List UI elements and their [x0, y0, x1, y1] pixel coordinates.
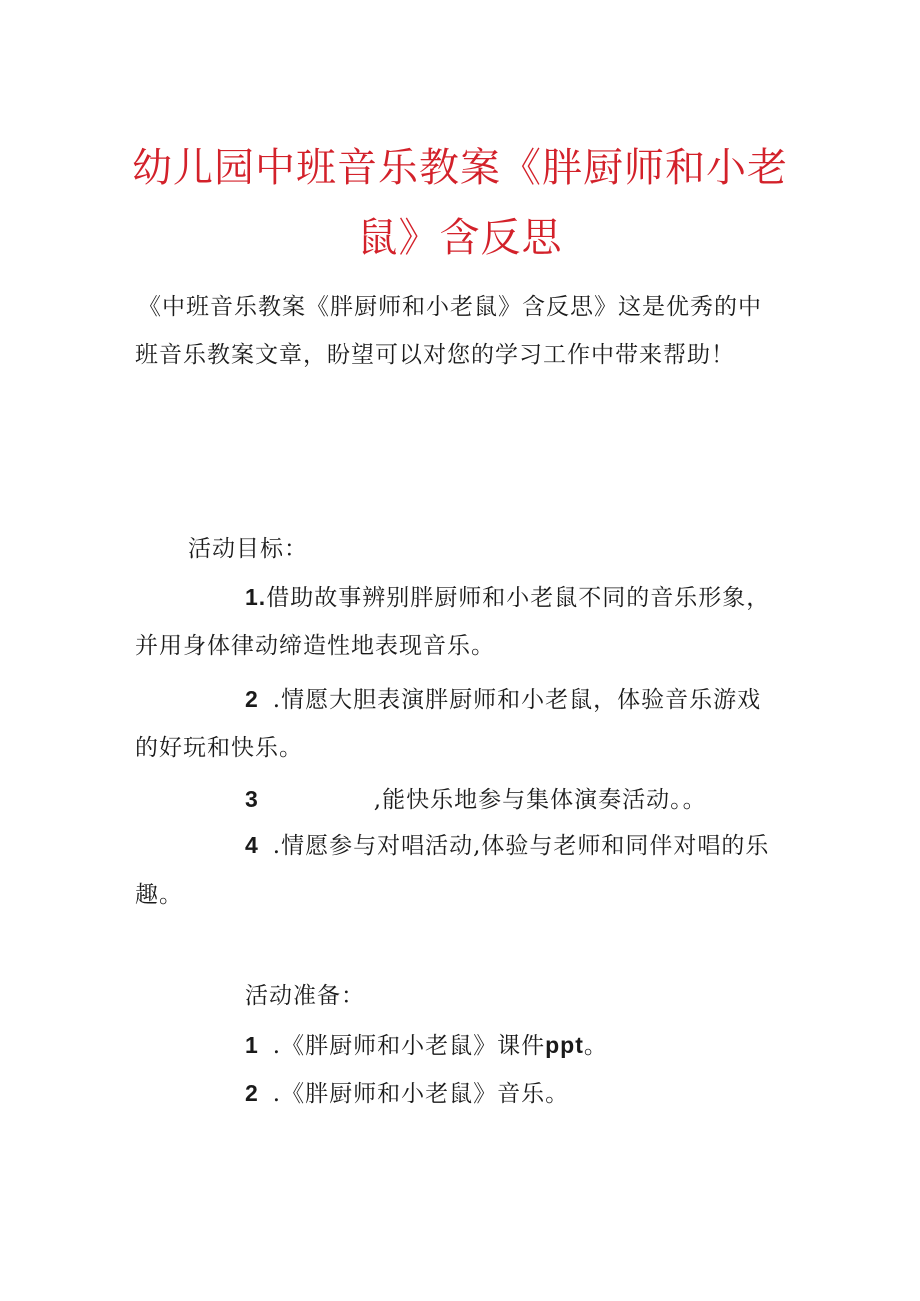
goal-item-3-text: ,能快乐地参与集体演奏活动。。 — [373, 787, 707, 813]
prep-heading: 活动准备： — [245, 983, 365, 1009]
intro-line-1: 《中班音乐教案《胖厨师和小老鼠》含反思》这是优秀的中 — [138, 294, 762, 320]
prep-item-1-text: .《胖厨师和小老鼠》课件 — [272, 1033, 546, 1059]
goal-item-2-line-2: 的好玩和快乐。 — [135, 735, 303, 761]
goal-item-1-line-1 — [245, 586, 770, 610]
goal-item-2-text: .情愿大胆表演胖厨师和小老鼠，体验音乐游戏 — [272, 687, 762, 713]
goal-item-4-line-2: 趣。 — [135, 882, 183, 908]
intro-line-2: 班音乐教案文章，盼望可以对您的学习工作中带来帮助！ — [135, 342, 735, 368]
goal-item-4-line-1 — [245, 834, 769, 858]
document-title-line-1: 幼儿园中班音乐教案《胖厨师和小老 — [132, 145, 788, 191]
goal-item-2-line-1 — [245, 688, 761, 712]
prep-item-2 — [245, 1082, 569, 1106]
prep-item-1-suffix: ppt — [545, 1032, 584, 1058]
prep-item-2-number: 2 — [245, 1080, 259, 1106]
goal-item-1-number: 1. — [245, 584, 267, 610]
goal-item-2-number: 2 — [245, 686, 259, 712]
goal-item-4-text: .情愿参与对唱活动,体验与老师和同伴对唱的乐 — [272, 833, 770, 859]
goal-item-1-text: 借助故事辨别胖厨师和小老鼠不同的音乐形象， — [266, 585, 771, 611]
prep-item-1-end: 。 — [583, 1033, 608, 1059]
prep-item-2-text: .《胖厨师和小老鼠》音乐。 — [272, 1081, 570, 1107]
goal-item-1-line-2: 并用身体律动缔造性地表现音乐。 — [135, 633, 495, 659]
document-title-line-2: 鼠》含反思 — [357, 215, 563, 261]
goals-heading: 活动目标： — [188, 536, 308, 562]
prep-item-1 — [245, 1034, 608, 1058]
goal-item-3-number: 3 — [245, 786, 259, 812]
goal-item-3-line-1 — [245, 788, 707, 812]
prep-item-1-number: 1 — [245, 1032, 259, 1058]
goal-item-4-number: 4 — [245, 832, 259, 858]
